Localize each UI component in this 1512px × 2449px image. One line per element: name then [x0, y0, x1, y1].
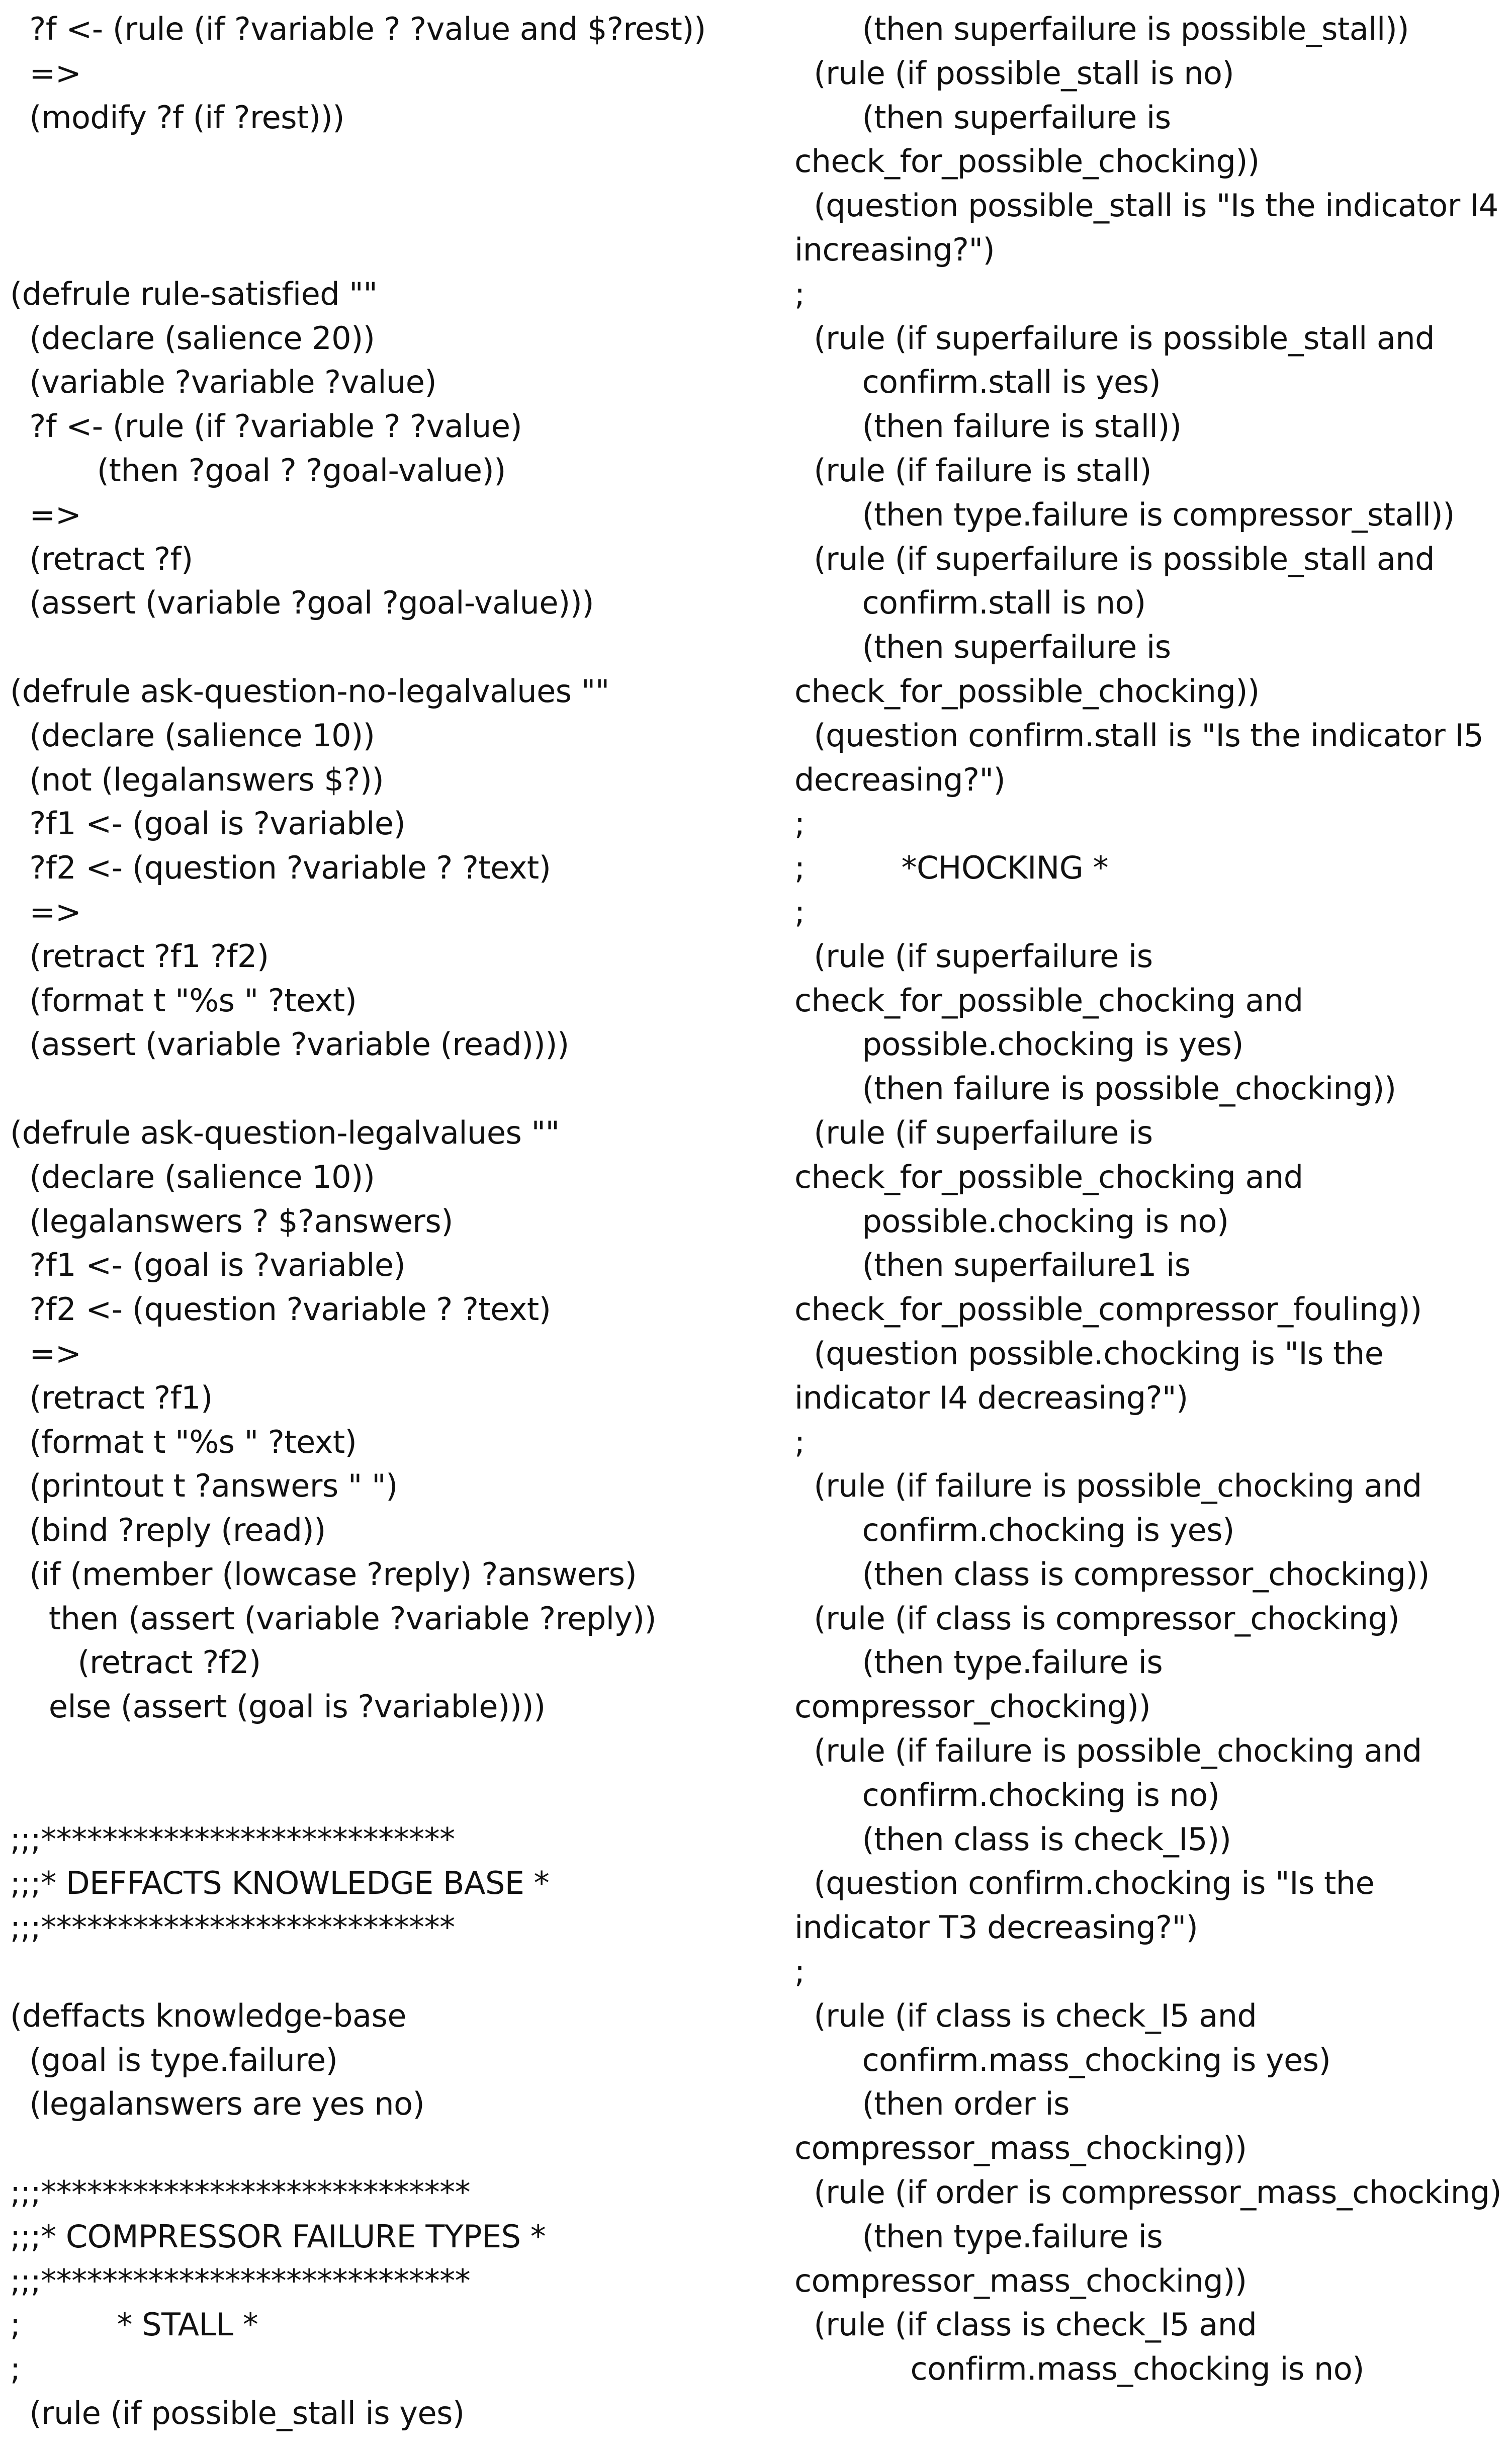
code-line: check_for_possible_chocking and [794, 1158, 1303, 1195]
code-line: (then superfailure is possible_stall)) [794, 11, 1409, 47]
code-line: confirm.chocking is no) [794, 1776, 1220, 1813]
code-line: (if (member (lowcase ?reply) ?answers) [10, 1555, 637, 1593]
code-line: ; *CHOCKING * [794, 849, 1109, 887]
code-line: ;;;**************************** [10, 2174, 471, 2211]
code-line: (then class is check_I5)) [794, 1820, 1231, 1858]
code-line: decreasing?") [794, 761, 1006, 798]
code-line: (then type.failure is compressor_stall)) [794, 496, 1455, 533]
code-line: (rule (if failure is possible_chocking and [794, 1467, 1422, 1505]
code-line [10, 1067, 764, 1111]
code-line: possible.chocking is no) [794, 1202, 1229, 1240]
code-line: (assert (variable ?goal ?goal-value))) [10, 584, 594, 622]
code-line: (retract ?f1) [10, 1379, 213, 1416]
code-line: (format t "%s " ?text) [10, 1423, 357, 1460]
code-line: ?f <- (rule (if ?variable ? ?value) [10, 408, 522, 445]
code-line: (then type.failure is [794, 1644, 1163, 1681]
code-line [10, 625, 764, 669]
code-line: => [10, 893, 81, 930]
code-line: else (assert (goal is ?variable)))) [10, 1688, 546, 1725]
code-column-left [10, 7, 764, 2435]
code-line: (rule (if failure is stall) [794, 452, 1151, 489]
code-line [10, 139, 764, 184]
code-line: (question possible.chocking is "Is the [794, 1335, 1384, 1372]
code-line: confirm.stall is yes) [794, 364, 1161, 401]
code-line: ;;;* COMPRESSOR FAILURE TYPES * [10, 2218, 546, 2255]
code-line: (deffacts knowledge-base [10, 1997, 406, 2034]
code-line: indicator T3 decreasing?") [794, 1909, 1198, 1946]
code-line [10, 2126, 764, 2170]
code-line: (rule (if class is compressor_chocking) [794, 1600, 1400, 1637]
code-line [10, 228, 764, 272]
code-line: ; [794, 1953, 805, 1990]
code-line: ; [794, 275, 805, 312]
code-line: ;;;*************************** [10, 1820, 455, 1858]
code-line: (then order is [794, 2085, 1070, 2123]
code-line: ; [794, 805, 805, 842]
code-line: increasing?") [794, 231, 995, 268]
code-line: (format t "%s " ?text) [10, 982, 357, 1019]
code-line: (rule (if superfailure is [794, 1114, 1153, 1151]
code-line [10, 184, 764, 228]
code-line: (retract ?f2) [10, 1644, 261, 1681]
code-line: ;;;*************************** [10, 1909, 455, 1946]
code-line [10, 1773, 764, 1817]
code-line: ; * STALL * [10, 2306, 258, 2343]
code-line: ; [10, 2350, 21, 2388]
code-line: confirm.chocking is yes) [794, 1512, 1234, 1549]
code-line: (legalanswers ? $?answers) [10, 1202, 453, 1240]
code-line: confirm.mass_chocking is yes) [794, 2041, 1331, 2078]
code-line: confirm.mass_chocking is no) [794, 2350, 1364, 2388]
code-line: ; [794, 893, 805, 930]
code-line: ?f1 <- (goal is ?variable) [10, 805, 406, 842]
code-line: (rule (if possible_stall is yes) [10, 2395, 465, 2432]
code-line: (variable ?variable ?value) [10, 364, 437, 401]
code-line: (question possible_stall is "Is the indicator I4 [794, 187, 1498, 224]
code-line: => [10, 496, 81, 533]
code-line: ?f1 <- (goal is ?variable) [10, 1247, 406, 1284]
code-line: (assert (variable ?variable (read)))) [10, 1026, 569, 1063]
code-line [10, 1729, 764, 1773]
code-line: (modify ?f (if ?rest))) [10, 99, 344, 136]
code-line: (then superfailure is [794, 629, 1171, 666]
code-line: possible.chocking is yes) [794, 1026, 1243, 1063]
code-line: (question confirm.chocking is "Is the [794, 1865, 1375, 1902]
code-line: (rule (if class is check_I5 and [794, 1997, 1257, 2034]
code-line: (declare (salience 20)) [10, 319, 375, 357]
code-line: (then failure is stall)) [794, 408, 1182, 445]
code-line: check_for_possible_chocking and [794, 982, 1303, 1019]
code-line: (rule (if class is check_I5 and [794, 2306, 1257, 2343]
code-line: (declare (salience 10)) [10, 717, 375, 754]
code-line: (defrule ask-question-no-legalvalues "" [10, 672, 609, 710]
code-line: (then failure is possible_chocking)) [794, 1070, 1396, 1107]
code-line: ;;;**************************** [10, 2262, 471, 2299]
code-line: (retract ?f1 ?f2) [10, 937, 269, 975]
code-line: (declare (salience 10)) [10, 1158, 375, 1195]
code-line: (goal is type.failure) [10, 2041, 338, 2078]
code-line: compressor_chocking)) [794, 1688, 1151, 1725]
code-line: => [10, 54, 81, 92]
code-line: compressor_mass_chocking)) [794, 2262, 1247, 2299]
code-line: (then type.failure is [794, 2218, 1163, 2255]
code-line: (defrule rule-satisfied "" [10, 275, 378, 312]
code-line: (rule (if superfailure is possible_stall and [794, 540, 1435, 577]
code-line: (then class is compressor_chocking)) [794, 1555, 1430, 1593]
code-line: (retract ?f) [10, 540, 193, 577]
code-line: indicator I4 decreasing?") [794, 1379, 1188, 1416]
code-line: ?f2 <- (question ?variable ? ?text) [10, 1291, 551, 1328]
code-line: (not (legalanswers $?)) [10, 761, 384, 798]
code-line: (then ?goal ? ?goal-value)) [10, 452, 506, 489]
code-line: (rule (if superfailure is [794, 937, 1153, 975]
code-line: (rule (if possible_stall is no) [794, 54, 1234, 92]
code-line: (printout t ?answers " ") [10, 1467, 398, 1505]
code-column-right [794, 7, 1508, 2391]
code-line: (question confirm.stall is "Is the indicator I5 [794, 717, 1484, 754]
code-line: (rule (if order is compressor_mass_chocking) [794, 2174, 1502, 2211]
code-line: check_for_possible_chocking)) [794, 672, 1260, 710]
code-line: ?f <- (rule (if ?variable ? ?value and $?rest)) [10, 11, 706, 47]
code-line: check_for_possible_chocking)) [794, 143, 1260, 180]
code-line: (then superfailure1 is [794, 1247, 1191, 1284]
code-line [10, 1950, 764, 1994]
code-line: confirm.stall is no) [794, 584, 1146, 622]
code-line: ; [794, 1423, 805, 1460]
code-line: ?f2 <- (question ?variable ? ?text) [10, 849, 551, 887]
code-line: => [10, 1335, 81, 1372]
code-line: compressor_mass_chocking)) [794, 2130, 1247, 2167]
code-line: (bind ?reply (read)) [10, 1512, 326, 1549]
code-line: (defrule ask-question-legalvalues "" [10, 1114, 560, 1151]
code-line: (then superfailure is [794, 99, 1171, 136]
code-line: check_for_possible_compressor_fouling)) [794, 1291, 1422, 1328]
code-line: (rule (if superfailure is possible_stall and [794, 319, 1435, 357]
code-line: then (assert (variable ?variable ?reply)) [10, 1600, 657, 1637]
code-line: (legalanswers are yes no) [10, 2085, 425, 2123]
code-line: ;;;* DEFFACTS KNOWLEDGE BASE * [10, 1865, 550, 1902]
code-line: (rule (if failure is possible_chocking and [794, 1732, 1422, 1770]
